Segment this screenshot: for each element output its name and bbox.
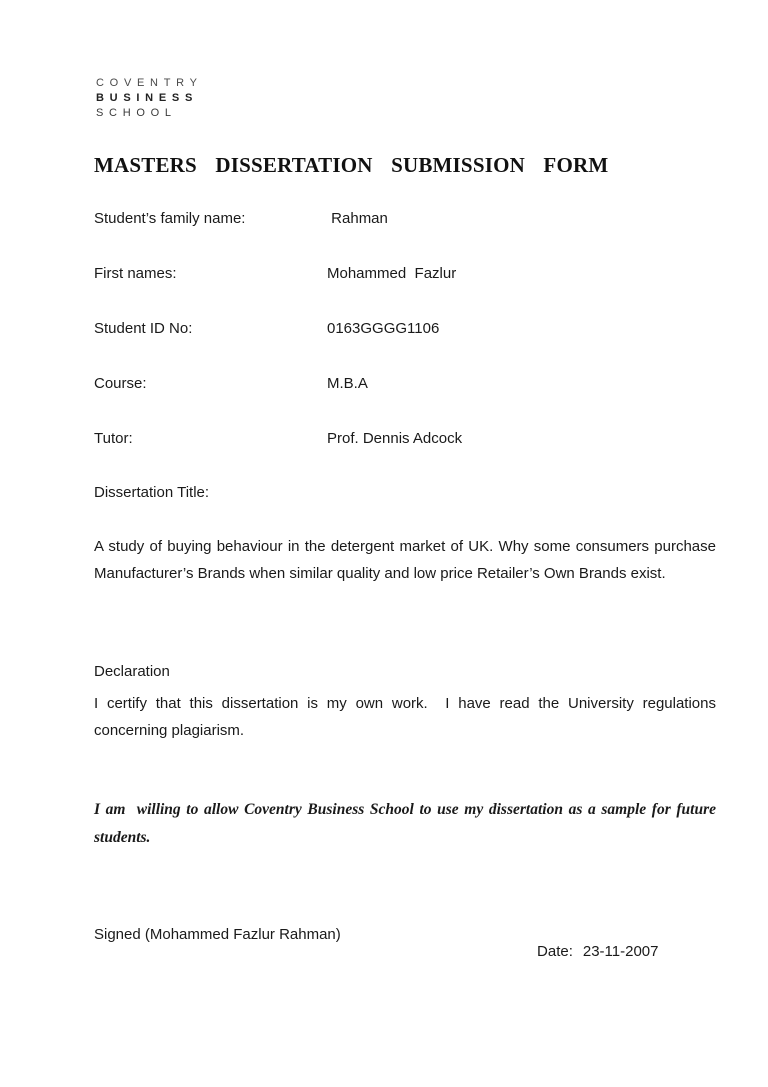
dissertation-title-label: Dissertation Title: (94, 484, 210, 501)
coventry-business-school-logo (96, 76, 203, 121)
course-label: Course: (94, 375, 147, 392)
form-title: MASTERS DISSERTATION SUBMISSION FORM (94, 153, 609, 177)
form-fields (94, 210, 716, 485)
declaration-heading: Declaration (94, 663, 170, 680)
field-row-course (94, 375, 716, 430)
signed-text: Signed (Mohammed Fazlur Rahman) (94, 926, 341, 943)
date-label: Date: (537, 943, 573, 960)
field-row-student-id (94, 320, 716, 375)
student-id-value: 0163GGGG1106 (327, 320, 440, 337)
field-row-first-names (94, 265, 716, 320)
tutor-value: Prof. Dennis Adcock (327, 430, 463, 447)
dissertation-title-paragraph: A study of buying behaviour in the detergent market of UK. Why some consumers purchase Manufacturer’s Brands when similar quality and low price Retailer’s Own Brands exist. (94, 538, 721, 582)
family-name-value: Rahman (327, 210, 388, 227)
logo-line-coventry: COVENTRY (96, 77, 203, 89)
first-names-value: Mohammed Fazlur (327, 265, 457, 282)
field-row-family-name (94, 210, 716, 265)
logo-line-school: SCHOOL (96, 107, 177, 119)
student-id-label: Student ID No: (94, 320, 193, 337)
family-name-label: Student’s family name: (94, 210, 246, 227)
consent-paragraph: I am willing to allow Coventry Business School to use my dissertation as a sample for future students. (94, 801, 720, 846)
course-value: M.B.A (327, 375, 368, 392)
declaration-paragraph: I certify that this dissertation is my own work. I have read the University regulations concerning plagiarism. (94, 695, 721, 739)
date-value: 23-11-2007 (582, 943, 659, 960)
field-row-tutor (94, 430, 716, 485)
date-block (512, 926, 659, 977)
first-names-label: First names: (94, 265, 177, 282)
logo-line-business: BUSINESS (96, 92, 198, 104)
tutor-label: Tutor: (94, 430, 133, 447)
